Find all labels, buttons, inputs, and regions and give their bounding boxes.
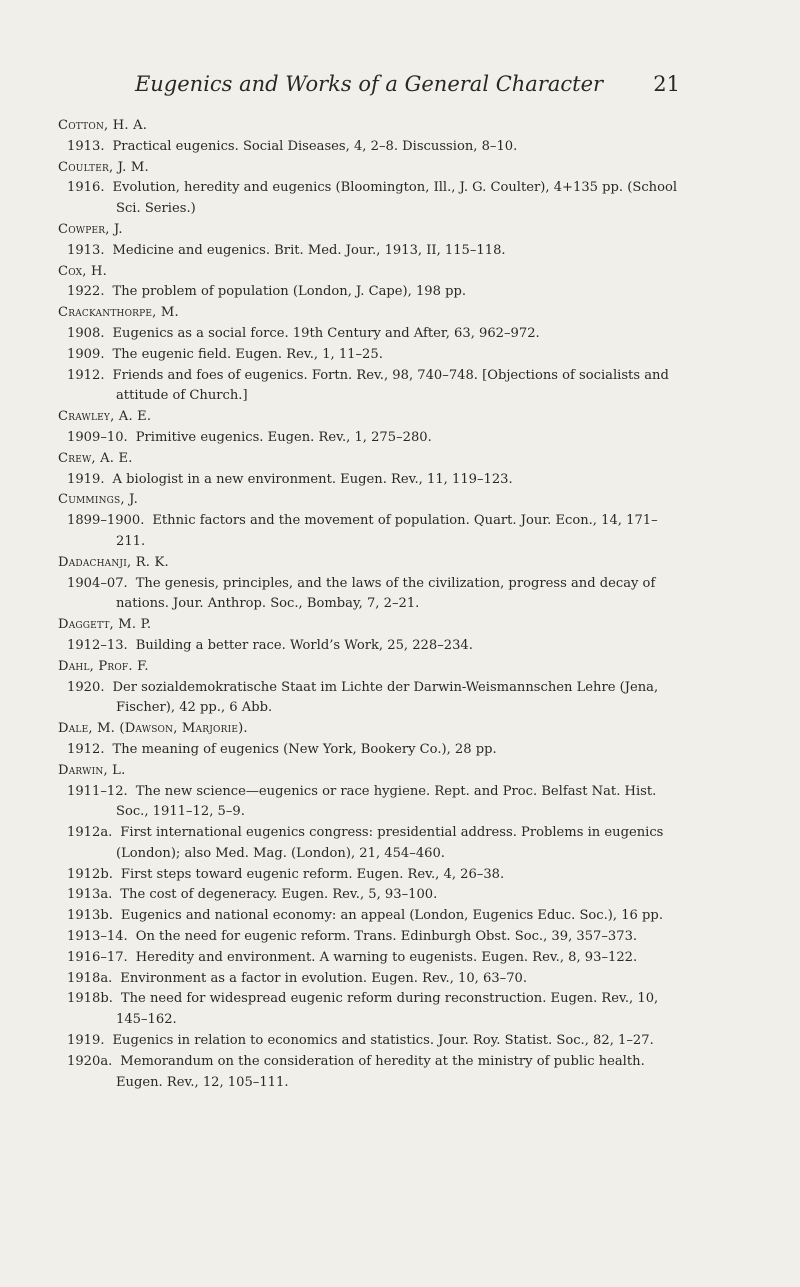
entry-citation xyxy=(58,574,680,616)
entry-citation xyxy=(58,948,680,969)
citation-text: The meaning of eugenics (New York, Bookery Co.), 28 pp. xyxy=(112,741,497,757)
entry-citation xyxy=(58,137,680,158)
entry-author: Dadachanji, R. K. xyxy=(58,554,169,570)
citation-year: 1913. xyxy=(67,242,105,258)
entry-author: Cowper, J. xyxy=(58,221,123,237)
bibliography-entry xyxy=(58,303,680,407)
citation-text: Evolution, heredity and eugenics (Bloomington, Ill., J. G. Coulter), 4+135 pp. (School Sci. Series.) xyxy=(112,180,678,217)
bibliography-entry xyxy=(58,657,680,719)
citation-text: Friends and foes of eugenics. Fortn. Rev., 98, 740–748. [Objections of socialists and attitude of Church.] xyxy=(112,367,669,404)
citation-year: 1912b. xyxy=(67,866,113,882)
entry-author: Cummings, J. xyxy=(58,492,138,508)
citation-year: 1904–07. xyxy=(67,575,128,591)
citation-text: The genesis, principles, and the laws of the civilization, progress and decay of nations. Jour. Anthrop. Soc., Bombay, 7, 2–21. xyxy=(116,575,656,612)
citation-text: The eugenic field. Eugen. Rev., 1, 11–25. xyxy=(112,346,383,362)
citation-year: 1909–10. xyxy=(67,429,128,445)
citation-text: Eugenics in relation to economics and statistics. Jour. Roy. Statist. Soc., 82, 1–27. xyxy=(112,1033,654,1049)
citation-text: Ethnic factors and the movement of population. Quart. Jour. Econ., 14, 171–211. xyxy=(116,513,658,549)
entry-citation xyxy=(58,740,680,761)
citation-text: Eugenics as a social force. 19th Century and After, 63, 962–972. xyxy=(112,325,540,341)
entry-citation xyxy=(58,865,680,886)
entry-citation xyxy=(58,282,680,303)
bibliography-entry xyxy=(58,158,680,220)
entry-citation xyxy=(58,178,680,220)
citation-year: 1919. xyxy=(67,471,105,487)
citation-year: 1920. xyxy=(67,679,105,695)
bibliography-entry xyxy=(58,719,680,761)
entry-citation xyxy=(58,782,680,824)
citation-year: 1913a. xyxy=(67,887,113,903)
citation-text: Building a better race. World’s Work, 25, 228–234. xyxy=(135,637,473,653)
bibliography-entry xyxy=(58,449,680,491)
bibliography-entry xyxy=(58,116,680,158)
citation-year: 1912. xyxy=(67,367,105,383)
entry-citation xyxy=(58,636,680,657)
entry-author: Dale, M. (Dawson, Marjorie). xyxy=(58,721,248,737)
citation-year: 1913–14. xyxy=(67,929,128,945)
entry-author: Dahl, Prof. F. xyxy=(58,658,149,674)
entry-citation xyxy=(58,678,680,720)
entry-citation xyxy=(58,241,680,262)
citation-year: 1918a. xyxy=(67,970,113,986)
page-header xyxy=(58,72,680,102)
entry-citation xyxy=(58,906,680,927)
entry-author: Darwin, L. xyxy=(58,762,126,778)
entry-citation xyxy=(58,1031,680,1052)
citation-text: First steps toward eugenic reform. Eugen. Rev., 4, 26–38. xyxy=(120,866,505,882)
citation-year: 1913b. xyxy=(67,908,113,924)
citation-year: 1912a. xyxy=(67,825,113,841)
entry-author: Daggett, M. P. xyxy=(58,617,152,633)
citation-text: Environment as a factor in evolution. Eugen. Rev., 10, 63–70. xyxy=(120,970,528,986)
citation-text: The need for widespread eugenic reform during reconstruction. Eugen. Rev., 10, 145–162. xyxy=(116,991,659,1028)
entry-citation xyxy=(58,324,680,345)
bibliography-entry xyxy=(58,407,680,449)
citation-text: Eugenics and national economy: an appeal (London, Eugenics Educ. Soc.), 16 pp. xyxy=(120,908,663,924)
citation-year: 1909. xyxy=(67,346,105,362)
citation-text: A biologist in a new environment. Eugen. Rev., 11, 119–123. xyxy=(112,471,513,487)
entry-author: Cox, H. xyxy=(58,263,107,279)
citation-year: 1912–13. xyxy=(67,637,128,653)
citation-year: 1922. xyxy=(67,284,105,300)
running-title: Eugenics and Works of a General Character xyxy=(134,72,604,96)
entry-citation xyxy=(58,927,680,948)
citation-text: Primitive eugenics. Eugen. Rev., 1, 275–280. xyxy=(135,429,432,445)
entry-author: Coulter, J. M. xyxy=(58,159,149,175)
entry-citation xyxy=(58,969,680,990)
entry-citation xyxy=(58,345,680,366)
citation-text: The cost of degeneracy. Eugen. Rev., 5, 93–100. xyxy=(120,887,438,903)
citation-text: On the need for eugenic reform. Trans. Edinburgh Obst. Soc., 39, 357–373. xyxy=(135,929,638,945)
entry-citation xyxy=(58,428,680,449)
citation-year: 1908. xyxy=(67,325,105,341)
entry-citation xyxy=(58,470,680,491)
citation-text: Heredity and environment. A warning to eugenists. Eugen. Rev., 8, 93–122. xyxy=(135,949,638,965)
bibliography-entry xyxy=(58,220,680,262)
citation-year: 1912. xyxy=(67,741,105,757)
entry-citation xyxy=(58,366,680,408)
citation-year: 1918b. xyxy=(67,991,113,1007)
entry-author: Crew, A. E. xyxy=(58,450,133,466)
page-number: 21 xyxy=(653,72,680,96)
entry-author: Crawley, A. E. xyxy=(58,409,152,425)
entry-citation xyxy=(58,885,680,906)
bibliography-entry xyxy=(58,262,680,304)
entry-citation xyxy=(58,989,680,1031)
citation-year: 1916–17. xyxy=(67,949,128,965)
entry-author: Cotton, H. A. xyxy=(58,118,148,133)
citation-text: The new science—eugenics or race hygiene. Rept. and Proc. Belfast Nat. Hist. Soc., 1911–12, 5–9. xyxy=(116,783,657,820)
entry-author: Crackanthorpe, M. xyxy=(58,305,179,321)
bibliography-entries xyxy=(58,116,680,1093)
citation-year: 1919. xyxy=(67,1033,105,1049)
citation-year: 1920a. xyxy=(67,1053,113,1069)
bibliography-entry xyxy=(58,615,680,657)
citation-text: First international eugenics congress: presidential address. Problems in eugenics (London); also Med. Mag. (London), 21, 454–460. xyxy=(116,825,664,861)
entry-citation xyxy=(58,511,680,553)
citation-year: 1913. xyxy=(67,138,105,154)
citation-text: The problem of population (London, J. Cape), 198 pp. xyxy=(112,284,467,300)
citation-year: 1899–1900. xyxy=(67,513,145,529)
bibliography-entry xyxy=(58,490,680,552)
entry-citation xyxy=(58,823,680,865)
citation-text: Practical eugenics. Social Diseases, 4, 2–8. Discussion, 8–10. xyxy=(112,138,518,154)
bibliography-entry xyxy=(58,553,680,615)
entry-citation xyxy=(58,1052,680,1094)
bibliography-entry xyxy=(58,761,680,1094)
citation-text: Memorandum on the consideration of heredity at the ministry of public health. Eugen. Rev., 12, 105–111. xyxy=(116,1053,645,1090)
citation-text: Medicine and eugenics. Brit. Med. Jour., 1913, II, 115–118. xyxy=(112,242,506,258)
citation-text: Der sozialdemokratische Staat im Lichte der Darwin-Weismannschen Lehre (Jena, Fischer), 42 pp., 6 Abb. xyxy=(112,679,659,716)
citation-year: 1916. xyxy=(67,180,105,196)
citation-year: 1911–12. xyxy=(67,783,128,799)
